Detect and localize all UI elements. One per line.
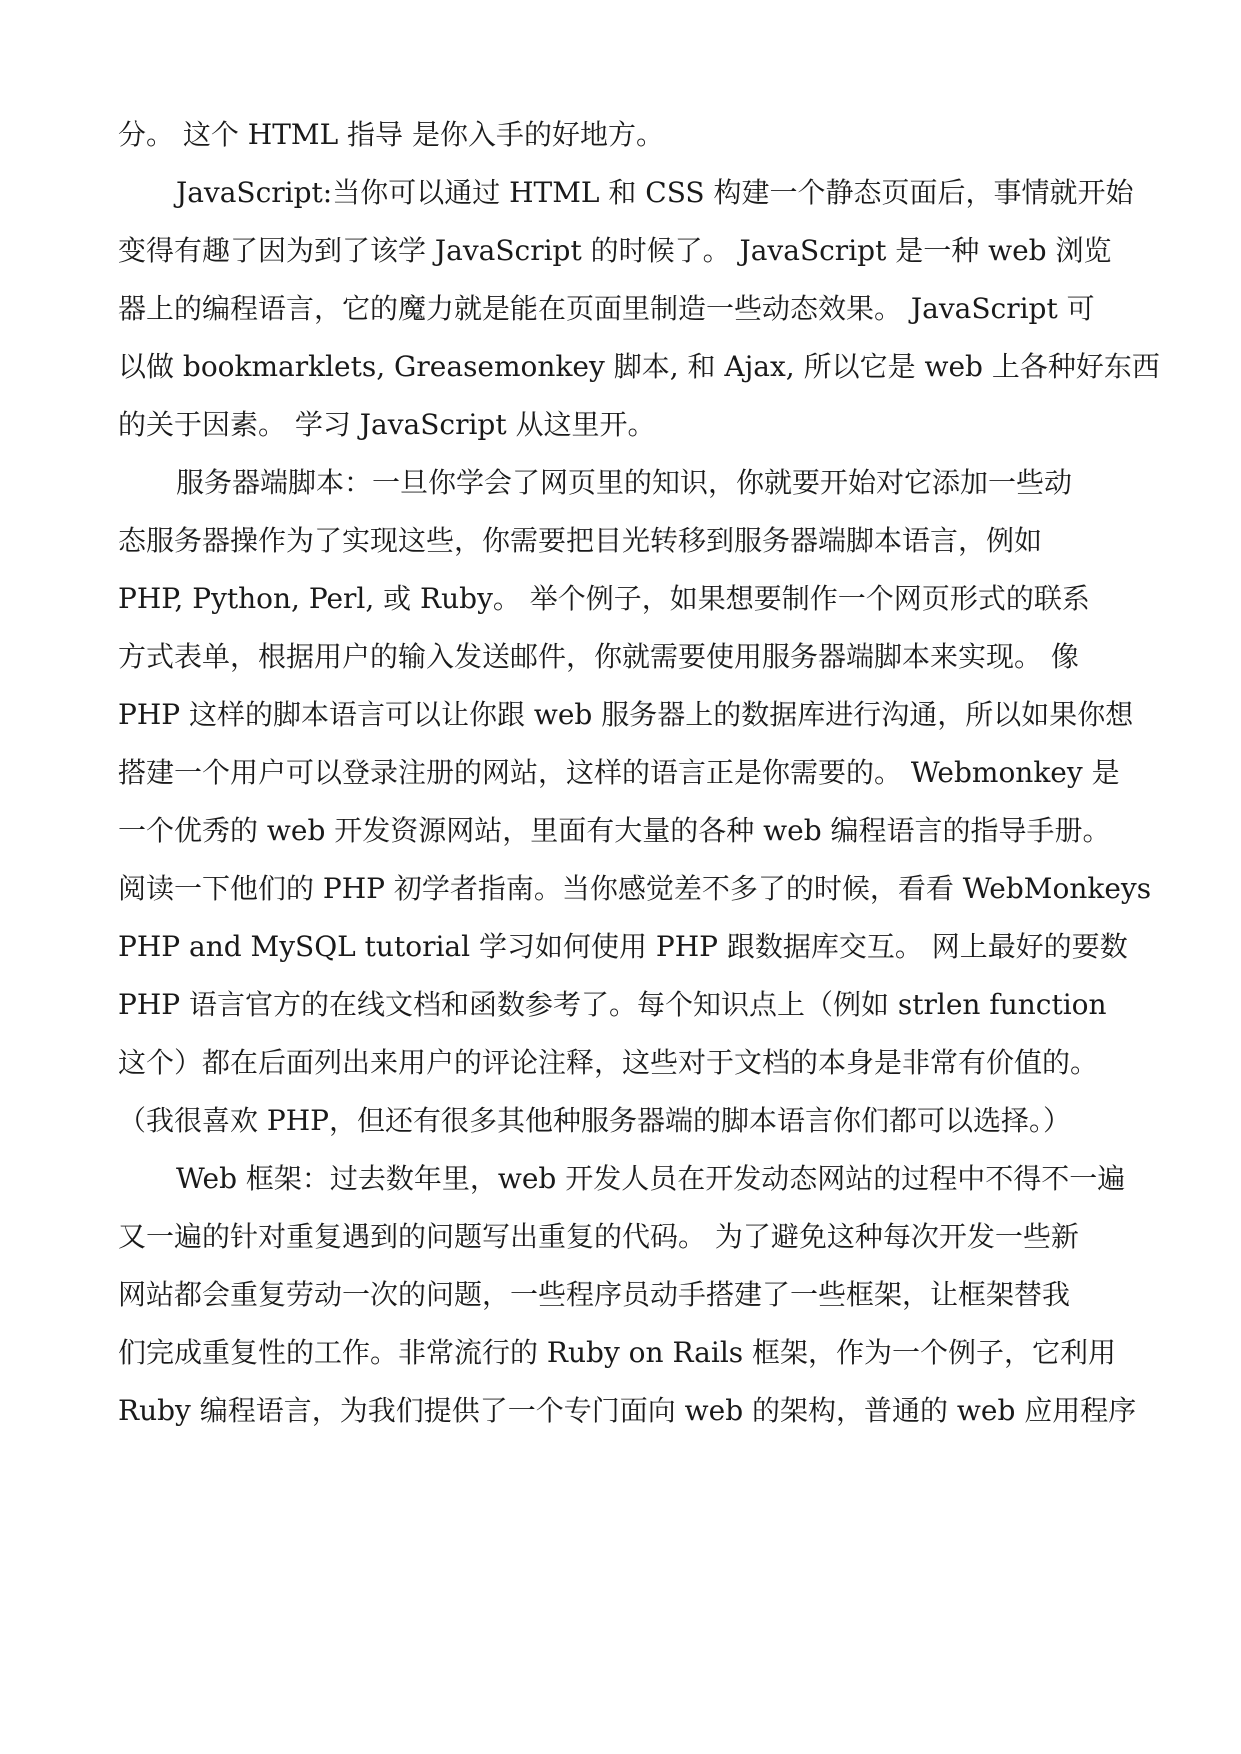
text-line: （我很喜欢 PHP，但还有很多其他种服务器端的脚本语言你们都可以选择。） [118,1104,1072,1137]
text-line: PHP 语言官方的在线文档和函数参考了。每个知识点上（例如 strlen function [118,988,1107,1021]
text-line: Ruby 编程语言，为我们提供了一个专门面向 web 的架构，普通的 web 应用程序 [118,1394,1137,1427]
text-line: PHP and MySQL tutorial 学习如何使用 PHP 跟数据库交互。 网上最好的要数 [118,930,1128,963]
text-line: 一个优秀的 web 开发资源网站，里面有大量的各种 web 编程语言的指导手册。 [118,814,1111,847]
text-line: 们完成重复性的工作。非常流行的 Ruby on Rails 框架，作为一个例子，它利用 [118,1336,1117,1369]
text-line: 搭建一个用户可以登录注册的网站，这样的语言正是你需要的。 Webmonkey 是 [118,756,1120,789]
text-line: 的关于因素。 学习 JavaScript 从这里开。 [118,408,656,441]
text-line: 以做 bookmarklets, Greasemonkey 脚本, 和 Ajax, 所以它是 web 上各种好东西 [118,350,1160,383]
text-line: 网站都会重复劳动一次的问题，一些程序员动手搭建了一些框架，让框架替我 [118,1278,1071,1311]
text-line: 分。 这个 HTML 指导 是你入手的好地方。 [118,118,664,151]
text-line: 这个）都在后面列出来用户的评论注释，这些对于文档的本身是非常有价值的。 [118,1046,1099,1079]
text-line: 态服务器操作为了实现这些，你需要把目光转移到服务器端脚本语言，例如 [118,524,1043,557]
paragraph-javascript-start: JavaScript:当你可以通过 HTML 和 CSS 构建一个静态页面后，事情就开始 [176,176,1134,209]
text-line: PHP 这样的脚本语言可以让你跟 web 服务器上的数据库进行沟通，所以如果你想 [118,698,1134,731]
text-line: PHP, Python, Perl, 或 Ruby。 举个例子，如果想要制作一个网页形式的联系 [118,582,1090,615]
text-line: 又一遍的针对重复遇到的问题写出重复的代码。 为了避免这种每次开发一些新 [118,1220,1079,1253]
text-line: 方式表单，根据用户的输入发送邮件，你就需要使用服务器端脚本来实现。 像 [118,640,1079,673]
text-line: 变得有趣了因为到了该学 JavaScript 的时候了。 JavaScript 是一种 web 浏览 [118,234,1112,267]
text-line: 阅读一下他们的 PHP 初学者指南。当你感觉差不多了的时候，看看 WebMonkeys [118,872,1152,905]
paragraph-web-framework-start: Web 框架：过去数年里，web 开发人员在开发动态网站的过程中不得不一遍 [176,1162,1126,1195]
paragraph-server-side-start: 服务器端脚本：一旦你学会了网页里的知识，你就要开始对它添加一些动 [176,466,1073,499]
text-line: 器上的编程语言，它的魔力就是能在页面里制造一些动态效果。 JavaScript 可 [118,292,1095,325]
